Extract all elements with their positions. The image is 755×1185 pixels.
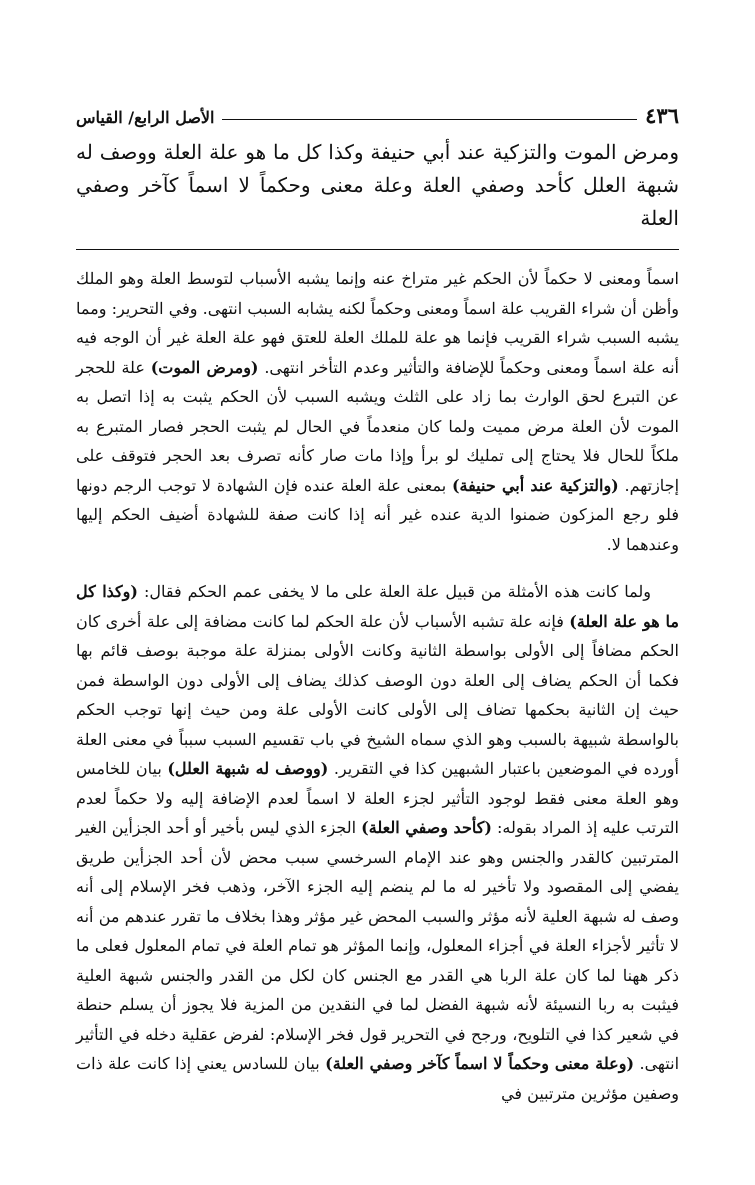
quoted-matn: (كأحد وصفي العلة) bbox=[361, 818, 492, 837]
commentary-text: فإنه علة تشبه الأسباب لأن علة الحكم لما كانت مضافة إلى علة أخرى كان الحكم مضافاً إلى الأولى بواسطة الثانية وكانت الأولى بمنزلة علة موجبة بوصف قائم بها فكما أن الحكم يضاف إلى العلة دون الوصف كذلك يضاف إلى الأولى دون الواسطة فمن حيث إن الثانية بحكمها تضاف إلى الأولى كانت الأولى علة ومن حيث إنها توجب الحكم بالواسطة شبيهة بالسبب وهو الذي سماه الشيخ في باب تقسيم السبب سبباً في معنى العلة أورده في الموضعين باعتبار الشبهين كذا في التقرير. bbox=[76, 611, 679, 778]
quoted-matn: (وكذا كل ما هو علة العلة) bbox=[76, 582, 680, 631]
main-commentary-separator bbox=[76, 249, 679, 250]
commentary-text: الجزء الذي ليس بأخير أو أحد الجزأين الغير المترتبين كالقدر والجنس وهو عند الإمام السرخسي سبب محض لأن أحد الجزأين طريق يفضي إلى المقصود ولا تأخير له ما لم ينضم إليه الجزء الآخر، وذهب فخر الإسلام إلى أنه وصف له شبهة العلية لأنه مؤثر والسبب المحض غير مؤثر وهذا بخلاف ما تقرر عندهم من أنه لا تأثير لأجزاء العلة في أجزاء المعلول، وإنما المؤثر هو تمام العلة في تمام المعلول فعلى ما ذكر ههنا لما كان علة الربا هي القدر مع الجنس كان لكل من القدر والجنس شبهة العلية فيثبت به ربا النسيئة لأنه شبهة الفضل لما في النقدين من المزية فلا يجوز أن يسلم حنطة في شعير كذا في التلويح، ورجح في التحرير قول فخر الإسلام: لفرض عقلية دخله في التأثير انتهى. bbox=[76, 818, 680, 1073]
quoted-matn: (ووصف له شبهة العلل) bbox=[167, 759, 329, 778]
commentary-text: علة للحجر عن التبرع لحق الوارث بما زاد على الثلث ويشبه السبب لأن الحكم يثبت به إذا اتصل به الموت لأن العلة مرض مميت ولما كان منعدماً في الحال لم يثبت الحجر فصار المتبرع به ملكاً للحال فلا يحتاج إلى تمليك لو برأ وإذا مات صار كأنه تصرف بعد الحجر فتوقف على إجازتهم. bbox=[76, 357, 680, 495]
commentary-text: بيان للسادس يعني إذا كانت علة ذات وصفين مؤثرين مترتبين في bbox=[76, 1054, 679, 1103]
commentary-text: بمعنى علة العلة عنده فإن الشهادة لا توجب الرجم دونها فلو رجع المزكون ضمنوا الدية عنده غير أنه إذا كانت صفة للشهادة أضيف الحكم إليها وعندهما لا. bbox=[76, 475, 679, 554]
main-text bbox=[76, 136, 679, 235]
page-number: ٤٣٦ bbox=[645, 103, 679, 128]
commentary-text: اسماً ومعنى لا حكماً لأن الحكم غير متراخ عنه وإنما يشبه الأسباب لتوسط العلة وهو الملك وأظن أن شراء القريب علة اسماً ومعنى وحكماً لكنه يشابه السبب انتهى. وفي التحرير: ومما يشبه السبب شراء القريب فإنما هو علة للملك العلة للعتق فهو علة العلة غير أن الوجه فيه أنه علة اسماً ومعنى وحكماً للإضافة والتأثير وعدم التأخر انتهى. bbox=[76, 269, 679, 377]
paragraph-gap bbox=[76, 559, 679, 577]
quoted-matn: (والتزكية عند أبي حنيفة) bbox=[451, 475, 619, 495]
header-rule bbox=[222, 119, 637, 120]
commentary bbox=[76, 264, 679, 1108]
commentary-paragraph-1 bbox=[76, 264, 679, 559]
running-title: الأصل الرابع/ القياس bbox=[76, 108, 215, 127]
running-header bbox=[76, 96, 679, 126]
main-text-paragraph: ومرض الموت والتزكية عند أبي حنيفة وكذا كل ما هو علة العلة ووصف له شبهة العلل كأحد وصفي العلة وعلة معنى وحكماً لا اسماً كآخر وصفي العلة bbox=[76, 140, 679, 230]
commentary-paragraph-2 bbox=[76, 577, 679, 1108]
commentary-text: بيان للخامس وهو العلة معنى فقط لوجود التأثير لجزء العلة لا اسماً لعدم الإضافة إليه ولا حكماً لعدم الترتب عليه إذ المراد بقوله: bbox=[76, 759, 680, 837]
quoted-matn: (وعلة معنى وحكماً لا اسماً كآخر وصفي العلة) bbox=[325, 1054, 635, 1073]
quoted-matn: (ومرض الموت) bbox=[150, 357, 259, 377]
commentary-text: ولما كانت هذه الأمثلة من قبيل علة العلة على ما لا يخفى عمم الحكم فقال: bbox=[143, 582, 652, 601]
